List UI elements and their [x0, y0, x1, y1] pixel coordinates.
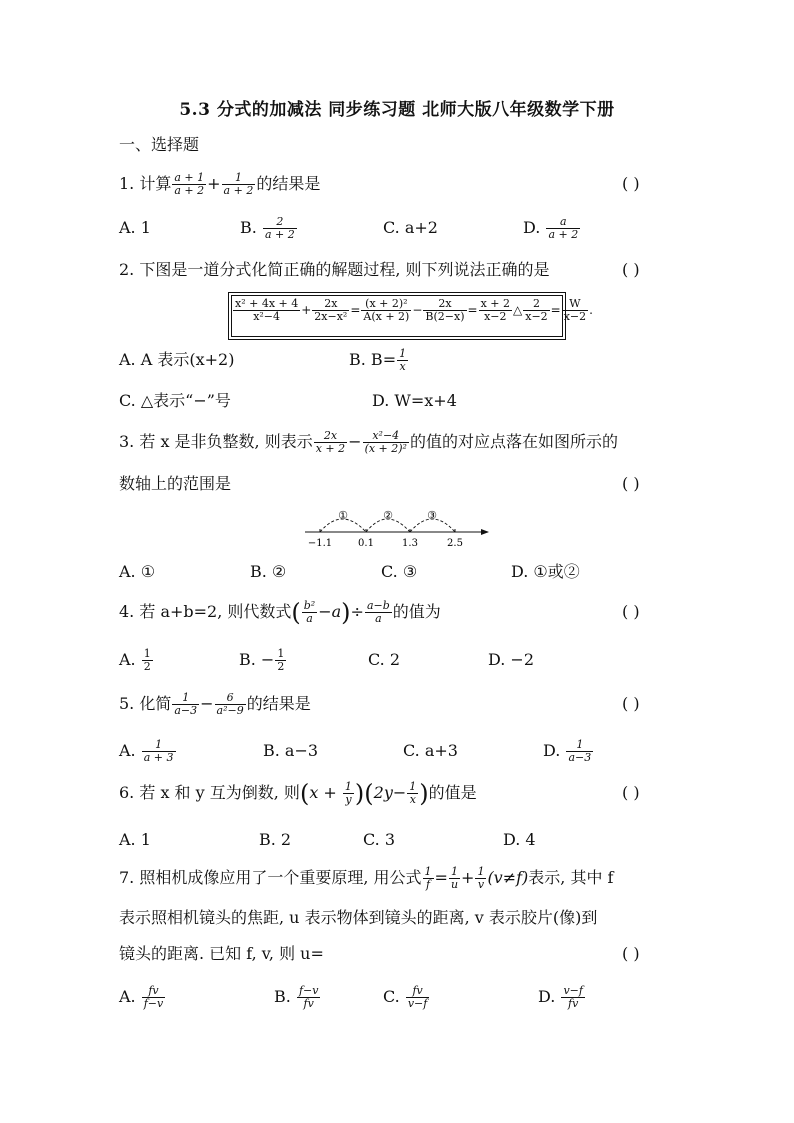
q6-option-d: D. 4: [503, 830, 536, 849]
range-label-2: ②: [383, 509, 393, 522]
q2-option-c: C. △表示“−”号: [119, 391, 231, 410]
q3-option-c: C. ③: [381, 562, 418, 581]
q5-option-a: A. $\frac{1}{a + 3}$: [119, 738, 174, 764]
q6-option-b: B. 2: [259, 830, 292, 849]
q7-option-b: B. $\frac{f-v}{fv}$: [274, 984, 319, 1010]
q7-option-c: C. $\frac{fv}{v-f}$: [383, 984, 428, 1010]
q7-option-d: D. $\frac{v-f}{fv}$: [538, 984, 583, 1010]
answer-parentheses: ( ): [622, 694, 640, 713]
tick-label: −1.1: [307, 538, 333, 549]
solution-process-box: [228, 292, 593, 340]
number-line-figure: [300, 500, 500, 552]
question-7-line2: 表示照相机镜头的焦距, u 表示物体到镜头的距离, v 表示胶片(像)到: [119, 908, 598, 927]
section-heading: 一、选择题: [119, 135, 200, 154]
q5-option-d: D. $\frac{1}{a-3}$: [543, 738, 592, 764]
range-label-1: ①: [338, 509, 348, 522]
question-6: 6. 若 x 和 y 互为倒数, 则(x + $\frac{1}{y}$ )(2y− $\frac{1}{x}$ )的值是: [119, 779, 477, 808]
q3-option-a: A. ①: [119, 562, 156, 581]
answer-parentheses: ( ): [622, 944, 640, 963]
q1-option-c: C. a+2: [383, 218, 438, 237]
question-3-line2: 数轴上的范围是: [119, 474, 232, 493]
fraction: $\frac{1}{a + 2}$: [223, 171, 254, 197]
answer-parentheses: ( ): [622, 174, 640, 193]
tick-label: 0.1: [358, 538, 374, 549]
q4-option-a: A. $\frac{1}{2}$: [119, 647, 151, 673]
q5-option-b: B. a−3: [263, 741, 319, 760]
triangle-symbol: △: [513, 303, 523, 317]
q2-option-d: D. W=x+4: [372, 391, 457, 410]
q1-option-d: D. $\frac{a}{a + 2}$: [523, 215, 579, 241]
question-3: 3. 若 x 是非负整数, 则表示 $\frac{2x}{x + 2}$ − $\frac{\text{x²−4}}{\text{(x + 2)²}}$ 的值的对应点落在如图所示的: [119, 429, 618, 455]
q4-option-b: B. − $\frac{1}{2}$: [239, 647, 285, 673]
q3-option-d: D. ①或②: [511, 562, 580, 581]
question-1: 1. 计算 $\frac{a + 1}{a + 2}$ + $\frac{1}{a + 2}$ 的结果是: [119, 171, 321, 197]
q2-option-b: B. B= $\frac{1}{x}$: [349, 347, 407, 373]
range-label-3: ③: [427, 509, 437, 522]
question-5: 5. 化简 $\frac{1}{a-3}$ − $\frac{6}{\text{a²−9}}$ 的结果是: [119, 691, 311, 717]
question-7: 7. 照相机成像应用了一个重要原理, 用公式 $\frac{1}{f}$ = $\frac{1}{u}$ + $\frac{1}{v}$ (v≠f)表示, 其中 f: [119, 865, 614, 891]
q4-option-d: D. −2: [488, 650, 535, 669]
q2-option-a: A. A 表示(x+2): [119, 350, 235, 369]
tick-label: 1.3: [402, 538, 418, 549]
question-7-line3: 镜头的距离. 已知 f, v, 则 u=: [119, 944, 324, 963]
answer-parentheses: ( ): [622, 602, 640, 621]
answer-parentheses: ( ): [622, 474, 640, 493]
q4-option-c: C. 2: [368, 650, 401, 669]
tick-label: 2.5: [447, 538, 463, 549]
question-4: 4. 若 a+b=2, 则代数式( $\frac{\text{b²}}{a}$ −a)÷ $\frac{a-b}{a}$ 的值为: [119, 598, 441, 627]
q6-option-a: A. 1: [119, 830, 151, 849]
question-2: 2. 下图是一道分式化简正确的解题过程, 则下列说法正确的是: [119, 260, 550, 279]
q6-option-c: C. 3: [363, 830, 396, 849]
q1-option-b: B. $\frac{2}{a + 2}$: [240, 215, 295, 241]
fraction: $\frac{a + 1}{a + 2}$: [174, 171, 205, 197]
q3-option-b: B. ②: [250, 562, 287, 581]
q7-option-a: A. $\frac{fv}{f-v}$: [119, 984, 164, 1010]
solution-equation: $\frac{\text{x² + 4x + 4}}{\text{x²−4}}$ + $\frac{2x}{\text{2x−x²}}$ = $\frac{\text{(x + 2)²}}{A(x + 2)}$ − $\frac{2x}{B(2-x)}$ = $\frac{x + 2}{x-2}$ △ $\frac{2}{x-2}$ = $\frac{W}{x-2}$ .: [231, 295, 563, 337]
page-title: 5.3 分式的加减法 同步练习题 北师大版八年级数学下册: [179, 100, 615, 120]
answer-parentheses: ( ): [622, 783, 640, 802]
answer-parentheses: ( ): [622, 260, 640, 279]
q1-option-a: A. 1: [119, 218, 151, 237]
q5-option-c: C. a+3: [403, 741, 458, 760]
